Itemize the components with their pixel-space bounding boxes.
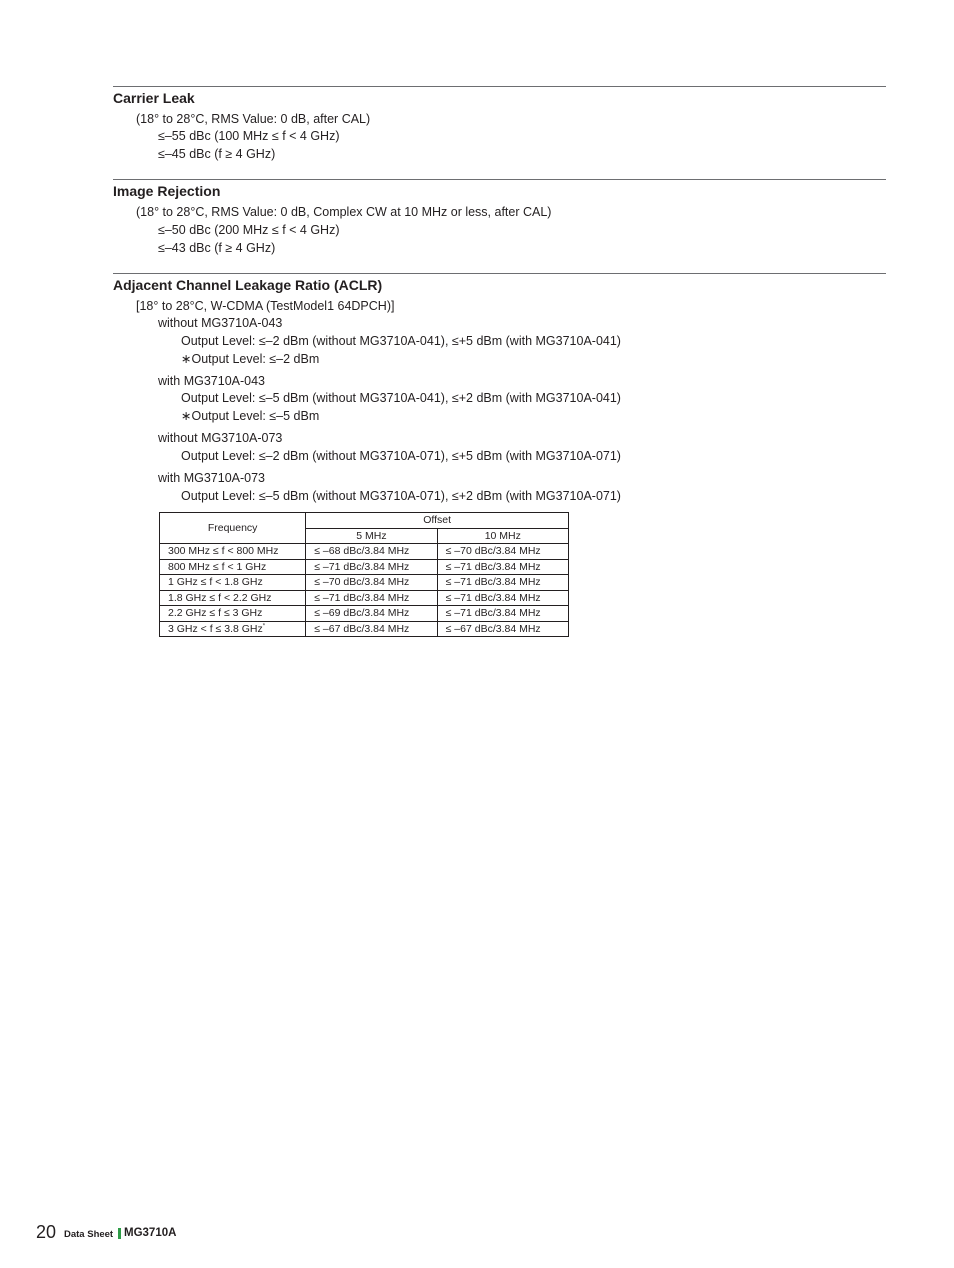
cell-frequency xyxy=(160,606,306,622)
header-5mhz: 5 MHz xyxy=(306,528,437,544)
aclr-group-note: ∗Output Level: ≤–2 dBm xyxy=(181,352,320,366)
footer-model-name: MG3710A xyxy=(124,1227,177,1239)
aclr-group-spec: Output Level: ≤–5 dBm (without MG3710A-071), ≤+2 dBm (with MG3710A-071) xyxy=(181,489,621,503)
cell-frequency xyxy=(160,575,306,591)
cell-10mhz: ≤ –71 dBc/3.84 MHz xyxy=(437,606,568,622)
footer-doc-type: Data Sheet xyxy=(64,1229,114,1240)
cell-10mhz: ≤ –71 dBc/3.84 MHz xyxy=(437,559,568,575)
aclr-group-label: with MG3710A-043 xyxy=(158,374,266,388)
header-10mhz: 10 MHz xyxy=(437,528,568,544)
carrier-leak-spec-1: ≤–55 dBc (100 MHz ≤ f < 4 GHz) xyxy=(158,129,340,143)
aclr-group-label: with MG3710A-073 xyxy=(158,471,266,485)
cell-10mhz: ≤ –70 dBc/3.84 MHz xyxy=(437,544,568,560)
aclr-group-spec: Output Level: ≤–5 dBm (without MG3710A-041), ≤+2 dBm (with MG3710A-041) xyxy=(181,391,621,405)
cell-10mhz: ≤ –71 dBc/3.84 MHz xyxy=(437,590,568,606)
table-row xyxy=(160,575,569,591)
table-row xyxy=(160,606,569,622)
cell-5mhz: ≤ –67 dBc/3.84 MHz xyxy=(306,621,437,637)
header-offset: Offset xyxy=(306,513,569,529)
frequency-text: 800 MHz ≤ f < 1 GHz xyxy=(168,560,267,573)
table-row xyxy=(160,544,569,560)
image-rejection-spec-2: ≤–43 dBc (f ≥ 4 GHz) xyxy=(158,241,276,255)
table-header-row xyxy=(160,513,569,529)
carrier-leak-condition: (18° to 28°C, RMS Value: 0 dB, after CAL) xyxy=(136,112,371,126)
section-title-image-rejection: Image Rejection xyxy=(113,183,221,199)
cell-frequency xyxy=(160,559,306,575)
section-title-aclr: Adjacent Channel Leakage Ratio (ACLR) xyxy=(113,277,383,293)
cell-10mhz: ≤ –67 dBc/3.84 MHz xyxy=(437,621,568,637)
image-rejection-spec-1: ≤–50 dBc (200 MHz ≤ f < 4 GHz) xyxy=(158,223,340,237)
cell-frequency xyxy=(160,590,306,606)
frequency-text: 3 GHz < f ≤ 3.8 GHz xyxy=(168,622,263,635)
cell-frequency xyxy=(160,544,306,560)
table-row xyxy=(160,559,569,575)
aclr-group-note: ∗Output Level: ≤–5 dBm xyxy=(181,409,320,423)
aclr-group-spec: Output Level: ≤–2 dBm (without MG3710A-071), ≤+5 dBm (with MG3710A-071) xyxy=(181,449,621,463)
header-frequency: Frequency xyxy=(160,513,306,544)
cell-5mhz: ≤ –70 dBc/3.84 MHz xyxy=(306,575,437,591)
cell-5mhz: ≤ –71 dBc/3.84 MHz xyxy=(306,559,437,575)
cell-5mhz: ≤ –68 dBc/3.84 MHz xyxy=(306,544,437,560)
table-row xyxy=(160,621,569,637)
frequency-text: 2.2 GHz ≤ f ≤ 3 GHz xyxy=(168,607,263,620)
section-divider xyxy=(113,273,886,274)
cell-5mhz: ≤ –69 dBc/3.84 MHz xyxy=(306,606,437,622)
aclr-group-spec: Output Level: ≤–2 dBm (without MG3710A-041), ≤+5 dBm (with MG3710A-041) xyxy=(181,334,621,348)
aclr-group-label: without MG3710A-073 xyxy=(158,431,283,445)
aclr-table xyxy=(159,512,569,637)
frequency-text: 1.8 GHz ≤ f < 2.2 GHz xyxy=(168,591,272,604)
section-divider xyxy=(113,179,886,180)
frequency-text: 1 GHz ≤ f < 1.8 GHz xyxy=(168,576,263,589)
table-row xyxy=(160,590,569,606)
cell-frequency xyxy=(160,621,306,637)
cell-10mhz: ≤ –71 dBc/3.84 MHz xyxy=(437,575,568,591)
cell-5mhz: ≤ –71 dBc/3.84 MHz xyxy=(306,590,437,606)
page-number: 20 xyxy=(36,1222,57,1242)
footnote-mark: * xyxy=(262,623,266,630)
footer-accent-bar xyxy=(118,1228,121,1239)
frequency-text: 300 MHz ≤ f < 800 MHz xyxy=(168,545,279,558)
image-rejection-condition: (18° to 28°C, RMS Value: 0 dB, Complex CW at 10 MHz or less, after CAL) xyxy=(136,205,552,219)
section-title-carrier-leak: Carrier Leak xyxy=(113,90,195,106)
aclr-group-label: without MG3710A-043 xyxy=(158,316,283,330)
aclr-condition: [18° to 28°C, W-CDMA (TestModel1 64DPCH)] xyxy=(136,299,395,313)
section-divider xyxy=(113,86,886,87)
carrier-leak-spec-2: ≤–45 dBc (f ≥ 4 GHz) xyxy=(158,147,276,161)
